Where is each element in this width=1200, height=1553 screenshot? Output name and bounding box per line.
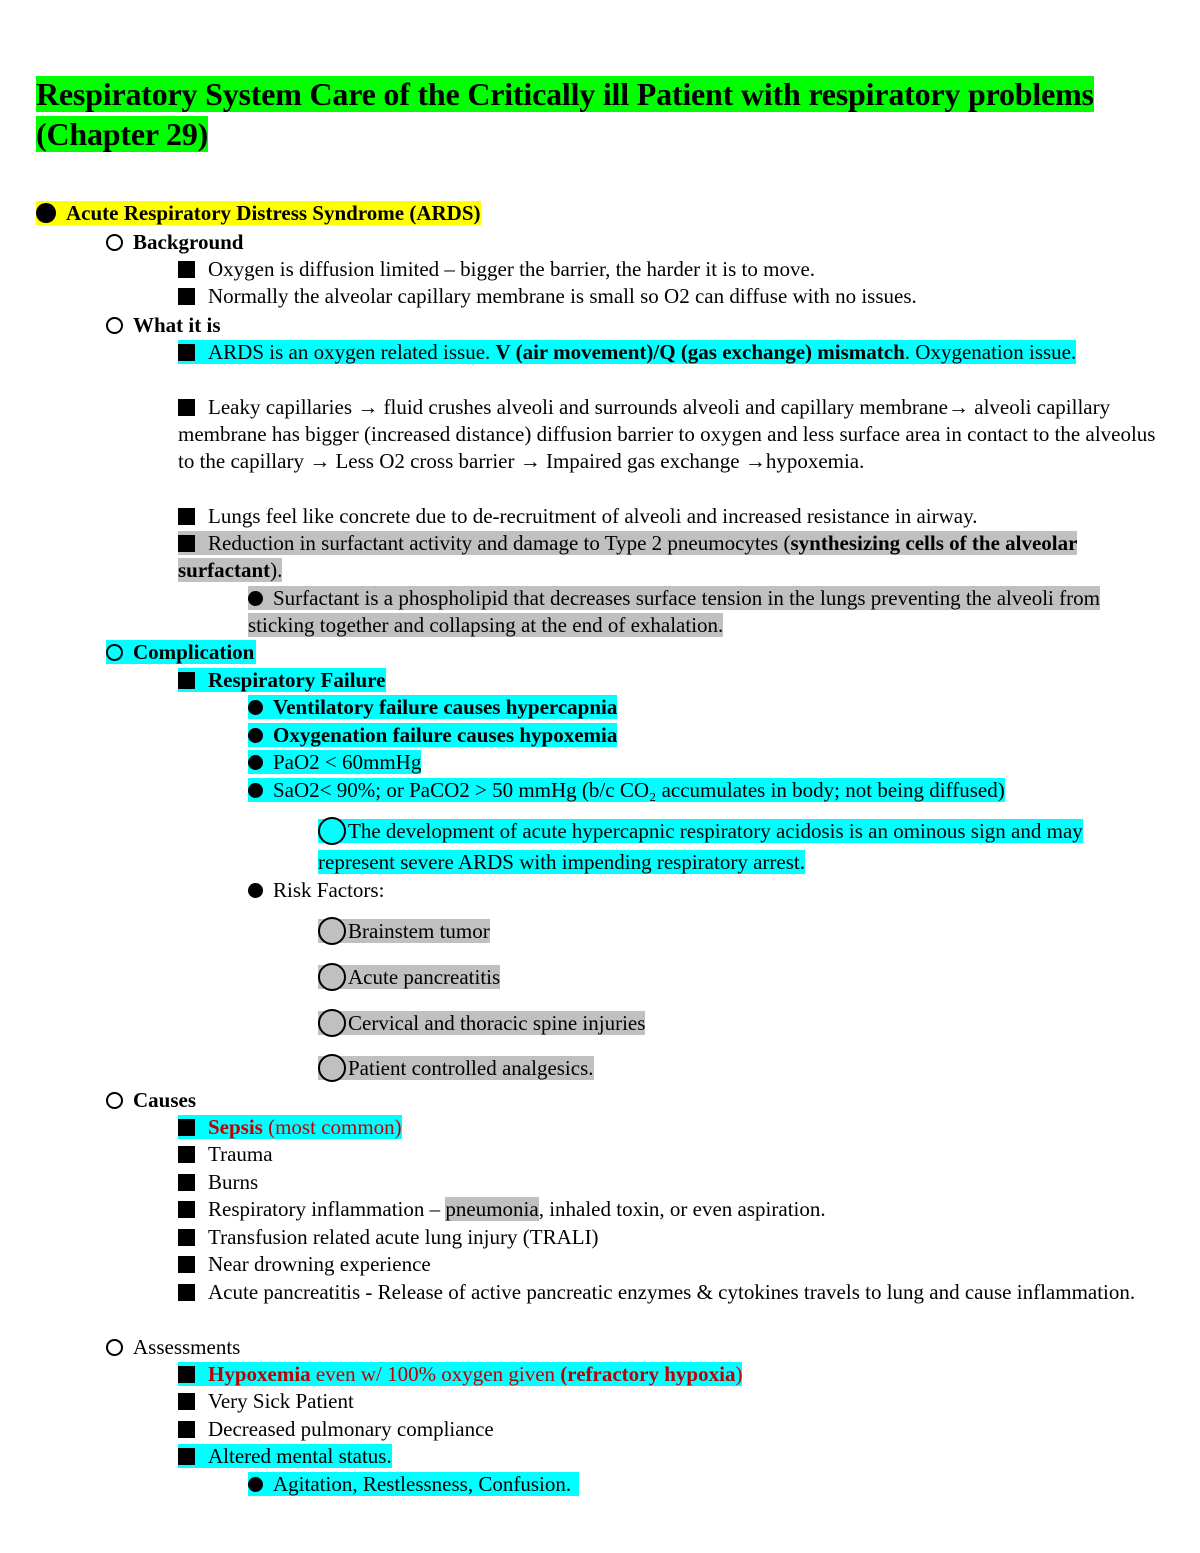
bullet-disc-icon <box>248 591 263 606</box>
bullet-square-icon <box>178 508 195 525</box>
arrow-icon: → <box>309 449 331 473</box>
list-item: Patient controlled analgesics. <box>318 1052 594 1084</box>
bullet-disc-icon <box>248 783 263 798</box>
list-item: Altered mental status. <box>178 1443 392 1470</box>
list-item: Agitation, Restlessness, Confusion. <box>248 1471 579 1498</box>
list-item: Ventilatory failure causes hypercapnia <box>248 694 617 721</box>
page-title: Respiratory System Care of the Critically ill Patient with respiratory problems (Chapter 29) <box>36 76 1094 152</box>
bullet-square-icon <box>178 1119 195 1136</box>
bullet-square-icon <box>178 1146 195 1163</box>
bullet-square-icon <box>178 1256 195 1273</box>
bullet-circle-icon <box>106 317 123 334</box>
bullet-square-icon <box>178 288 195 305</box>
bullet-disc-icon <box>248 883 263 898</box>
bullet-circle-icon <box>318 817 346 845</box>
bullet-square-icon <box>178 261 195 278</box>
list-item: Respiratory Failure <box>178 667 386 694</box>
bullet-circle-icon <box>106 644 123 661</box>
list-item: Near drowning experience <box>178 1251 431 1278</box>
bullet-disc-icon <box>248 728 263 743</box>
list-item: Hypoxemia even w/ 100% oxygen given (refractory hypoxia) <box>178 1361 742 1388</box>
list-item: Leaky capillaries → fluid crushes alveoli and surrounds alveoli and capillary membrane→ alveoli capillary membrane has bigger (increased distance) diffusion barrier to oxygen and less surface area in contact to the alveolus to the capillary → Less O2 cross barrier → Impaired gas exchange →hypoxemia. <box>178 395 1156 473</box>
bullet-circle-icon <box>318 1009 346 1037</box>
what-it-is-heading: What it is <box>106 312 221 339</box>
list-item: Oxygenation failure causes hypoxemia <box>248 722 617 749</box>
ards-heading: Acute Respiratory Distress Syndrome (ARDS) <box>36 200 481 227</box>
bullet-square-icon <box>178 1229 195 1246</box>
arrow-icon: → <box>519 449 541 473</box>
list-item: Transfusion related acute lung injury (TRALI) <box>178 1224 599 1251</box>
bullet-circle-icon <box>106 1092 123 1109</box>
bullet-square-icon <box>178 1421 195 1438</box>
list-item: Very Sick Patient <box>178 1388 354 1415</box>
bullet-square-icon <box>178 1448 195 1465</box>
bullet-circle-icon <box>318 1054 346 1082</box>
background-heading: Background <box>106 229 244 256</box>
list-item: PaO2 < 60mmHg <box>248 749 421 776</box>
bullet-square-icon <box>178 1366 195 1383</box>
list-item: Cervical and thoracic spine injuries <box>318 1007 645 1039</box>
bullet-square-icon <box>178 399 195 416</box>
bullet-circle-icon <box>106 1339 123 1356</box>
arrow-icon: → <box>948 395 970 419</box>
bullet-square-icon <box>178 1393 195 1410</box>
bullet-square-icon <box>178 1284 195 1301</box>
list-item: Risk Factors: <box>248 877 384 904</box>
bullet-square-icon <box>178 344 195 361</box>
list-item: Surfactant is a phospholipid that decreases surface tension in the lungs preventing the alveoli from sticking together and collapsing at the end of exhalation. <box>248 586 1100 637</box>
list-item: Oxygen is diffusion limited – bigger the barrier, the harder it is to move. <box>178 256 815 283</box>
arrow-icon: → <box>744 449 766 473</box>
bullet-disc-icon <box>248 700 263 715</box>
list-item: Respiratory inflammation – pneumonia, inhaled toxin, or even aspiration. <box>178 1196 826 1223</box>
bullet-circle-icon <box>106 234 123 251</box>
bullet-disc-icon <box>36 203 56 223</box>
bullet-square-icon <box>178 672 195 689</box>
list-item: Sepsis (most common) <box>178 1114 402 1141</box>
list-item: Decreased pulmonary compliance <box>178 1416 494 1443</box>
bullet-square-icon <box>178 1201 195 1218</box>
causes-heading: Causes <box>106 1087 196 1114</box>
list-item: ARDS is an oxygen related issue. V (air movement)/Q (gas exchange) mismatch. Oxygenation issue. <box>178 339 1138 366</box>
bullet-disc-icon <box>248 1477 263 1492</box>
list-item: Acute pancreatitis - Release of active pancreatic enzymes & cytokines travels to lung and cause inflammation. <box>178 1279 1138 1306</box>
list-item: Acute pancreatitis <box>318 961 500 993</box>
list-item: SaO2< 90%; or PaCO2 > 50 mmHg (b/c CO₂ accumulates in body; not being diffused) <box>248 777 1005 804</box>
complication-heading: Complication <box>106 639 256 666</box>
list-item: The development of acute hypercapnic respiratory acidosis is an ominous sign and may represent severe ARDS with impending respiratory arrest. <box>318 819 1083 875</box>
list-item: Brainstem tumor <box>318 915 490 947</box>
bullet-square-icon <box>178 1174 195 1191</box>
bullet-circle-icon <box>318 917 346 945</box>
list-item: Lungs feel like concrete due to de-recruitment of alveoli and increased resistance in airway. <box>178 503 977 530</box>
assessments-heading: Assessments <box>106 1334 240 1361</box>
arrow-icon: → <box>357 395 379 419</box>
bullet-circle-icon <box>318 963 346 991</box>
list-item: Burns <box>178 1169 258 1196</box>
list-item: Normally the alveolar capillary membrane is small so O2 can diffuse with no issues. <box>178 283 917 310</box>
bullet-square-icon <box>178 535 195 552</box>
list-item: Reduction in surfactant activity and damage to Type 2 pneumocytes (synthesizing cells of the alveolar surfactant). <box>178 531 1078 582</box>
bullet-disc-icon <box>248 755 263 770</box>
list-item: Trauma <box>178 1141 273 1168</box>
